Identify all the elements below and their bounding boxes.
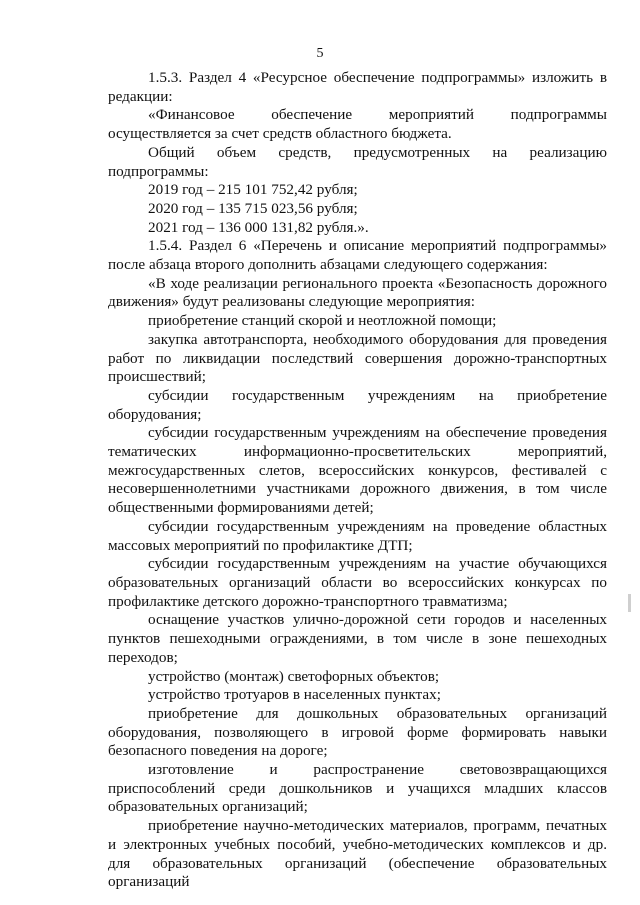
document-body: [108, 69, 607, 892]
paragraph: 1.5.4. Раздел 6 «Перечень и описание мероприятий подпрограммы» после абзаца второго дополнить абзацами следующего содержания:: [108, 237, 607, 274]
paragraph: оснащение участков улично-дорожной сети городов и населенных пунктов пешеходными ограждениями, в том числе в зоне пешеходных переходов;: [108, 611, 607, 666]
paragraph: субсидии государственным учреждениям на проведение областных массовых мероприятий по профилактике ДТП;: [108, 517, 607, 554]
paragraph: Общий объем средств, предусмотренных на реализацию подпрограммы:: [108, 143, 607, 180]
paragraph: изготовление и распространение световозвращающихся приспособлений среди дошкольников и учащихся младших классов образовательных организаций;: [108, 761, 607, 816]
paragraph: 2021 год – 136 000 131,82 рубля.».: [148, 218, 369, 236]
paragraph: 2019 год – 215 101 752,42 рубля;: [148, 181, 358, 199]
paragraph: субсидии государственным учреждениям на участие обучающихся образовательных организаций области во всероссийских конкурсах по профилактике детского дорожно-транспортного травматизма;: [108, 555, 607, 610]
paragraph: приобретение станций скорой и неотложной помощи;: [148, 312, 497, 330]
paragraph: «В ходе реализации регионального проекта «Безопасность дорожного движения» будут реализованы следующие мероприятия:: [108, 274, 607, 311]
page-number: 5: [316, 46, 324, 61]
paragraph: субсидии государственным учреждениям на обеспечение проведения тематических информационно-просветительских мероприятий, межгосударственных слетов, всероссийских конкурсов, фестивалей с несовершеннолетними участниками дорожного движения, в том числе общественными формированиями детей;: [108, 424, 607, 517]
paragraph: устройство тротуаров в населенных пунктах;: [148, 686, 441, 704]
paragraph: закупка автотранспорта, необходимого оборудования для проведения работ по ликвидации последствий совершения дорожно-транспортных происшествий;: [108, 330, 607, 386]
paragraph: 2020 год – 135 715 023,56 рубля;: [148, 199, 358, 217]
paragraph: приобретение научно-методических материалов, программ, печатных и электронных учебных пособий, учебно-методических комплексов и др. для образовательных организаций (обеспечение образовательных организаций: [108, 817, 607, 891]
paragraph: «Финансовое обеспечение мероприятий подпрограммы осуществляется за счет средств областного бюджета.: [108, 106, 607, 143]
scan-edge-mark: [628, 594, 631, 612]
paragraph: приобретение для дошкольных образовательных организаций оборудования, позволяющего в игровой форме формировать навыки безопасного поведения на дороге;: [108, 704, 607, 760]
paragraph: 1.5.3. Раздел 4 «Ресурсное обеспечение подпрограммы» изложить в редакции:: [108, 69, 607, 105]
paragraph: субсидии государственным учреждениям на приобретение оборудования;: [108, 386, 607, 423]
paragraph: устройство (монтаж) светофорных объектов;: [148, 667, 440, 685]
